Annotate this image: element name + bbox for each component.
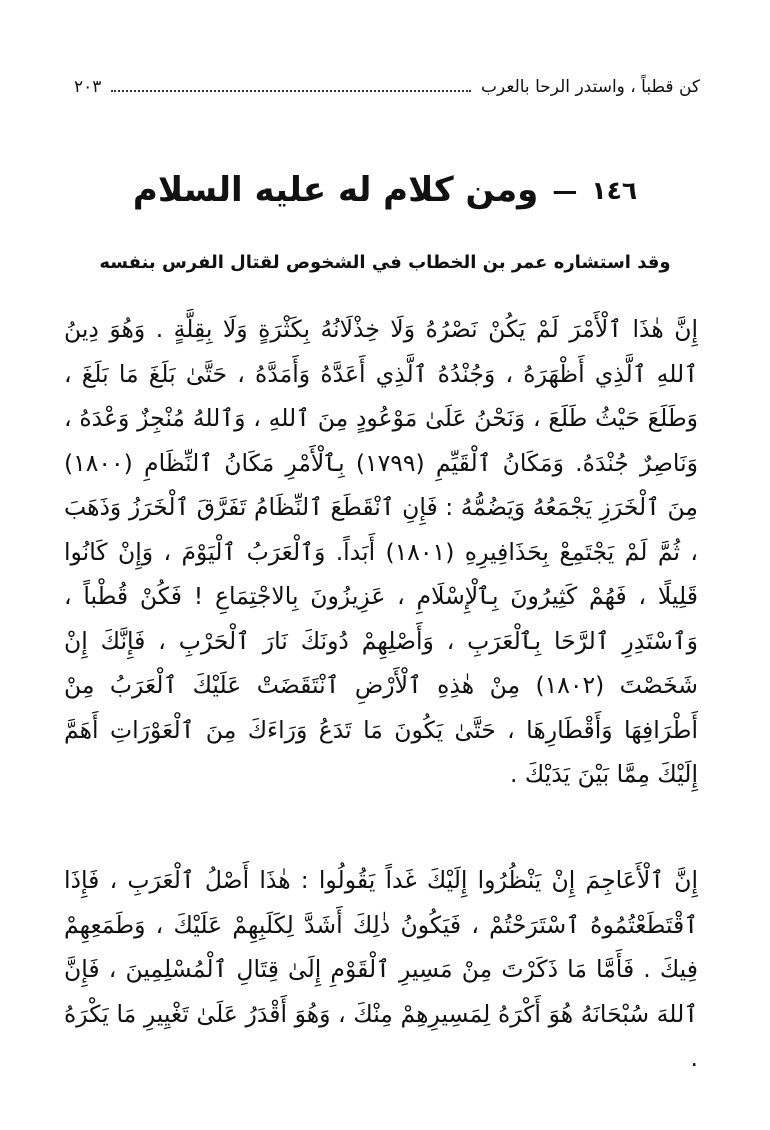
section-title: ومن كلام له عليه السلام [132, 170, 539, 210]
section-number: ١٤٦ [591, 175, 638, 205]
header-leader-dots [111, 90, 471, 92]
page-number: ٢٠٣ [74, 77, 102, 97]
body-paragraph-2: إِنَّ ٱلْأَعَاجِمَ إِنْ يَنْظُرُوا إِلَيْكَ غَداً يَقُولُوا : هٰذَا أَصْلُ ٱلْعَرَبِ ، فَإِذَا ٱقْتَطَعْتُمُوهُ ٱسْتَرَحْتُمْ ، فَيَكُونُ ذٰلِكَ أَشَدَّ لِكَلَبِهِمْ عَلَيْكَ ، وَطَمَعِهِمْ فِيكَ . فَأَمَّا مَا ذَكَرْتَ مِنْ مَسِيرِ ٱلْقَوْمِ إِلَىٰ قِتَالِ ٱلْمُسْلِمِينَ ، فَإِنَّ ٱللهَ سُبْحَانَهُ هُوَ أَكْرَهُ لِمَسِيرِهِمْ مِنْكَ ، وَهُوَ أَقْدَرُ عَلَىٰ تَغْيِيرِ مَا يَكْرَهُ . [64, 866, 698, 1072]
section-dash: — [552, 175, 578, 205]
section-heading [0, 170, 770, 210]
running-header [74, 74, 700, 100]
body-paragraph-1: إِنَّ هٰذَا ٱلْأَمْرَ لَمْ يَكُنْ نَصْرُهُ وَلَا خِذْلَانُهُ بِكَثْرَةٍ وَلَا بِقِلَّةٍ . وَهُوَ دِينُ ٱللهِ ٱلَّذِي أَظْهَرَهُ ، وَجُنْدُهُ ٱلَّذِي أَعَدَّهُ وَأَمَدَّهُ ، حَتَّىٰ بَلَغَ مَا بَلَغَ ، وَطَلَعَ حَيْثُ طَلَعَ ، وَنَحْنُ عَلَىٰ مَوْعُودٍ مِنَ ٱللهِ ، وَٱللهُ مُنْجِزٌ وَعْدَهُ ، وَنَاصِرٌ جُنْدَهُ. وَمَكَانُ ٱلْقَيِّمِ (١٧٩٩) بِٱلْأَمْرِ مَكَانُ ٱلنِّظَامِ (١٨٠٠) مِنَ ٱلْخَرَزِ يَجْمَعُهُ وَيَضُمُّهُ : فَإِنِ ٱنْقَطَعَ ٱلنِّظَامُ تَفَرَّقَ ٱلْخَرَزُ وَذَهَبَ ، ثُمَّ لَمْ يَجْتَمِعْ بِحَذَافِيرِهِ (١٨٠١) أَبَداً. وَٱلْعَرَبُ ٱلْيَوْمَ ، وَإِنْ كَانُوا قَلِيلًا ، فَهُمْ كَثِيرُونَ بِٱلْإِسْلَامِ ، عَزِيزُونَ بِالاجْتِمَاعِ ! فَكُنْ قُطْباً ، وَٱسْتَدِرِ ٱلرَّحَا بِٱلْعَرَبِ ، وَأَصْلِهِمْ دُونَكَ نَارَ ٱلْحَرْبِ ، فَإِنَّكَ إِنْ شَخَصْتَ (١٨٠٢) مِنْ هٰذِهِ ٱلْأَرْضِ ٱنْتَقَضَتْ عَلَيْكَ ٱلْعَرَبُ مِنْ أَطْرَافِهَا وَأَقْطَارِهَا ، حَتَّىٰ يَكُونَ مَا تَدَعُ وَرَاءَكَ مِنَ ٱلْعَوْرَاتِ أَهَمَّ إِلَيْكَ مِمَّا بَيْنَ يَدَيْكَ . [64, 315, 699, 788]
section-subtitle: وقد استشاره عمر بن الخطاب في الشخوص لقتال الفرس بنفسه [99, 252, 671, 273]
running-title: كن قطباً ، واستدر الرحا بالعرب [480, 77, 700, 97]
